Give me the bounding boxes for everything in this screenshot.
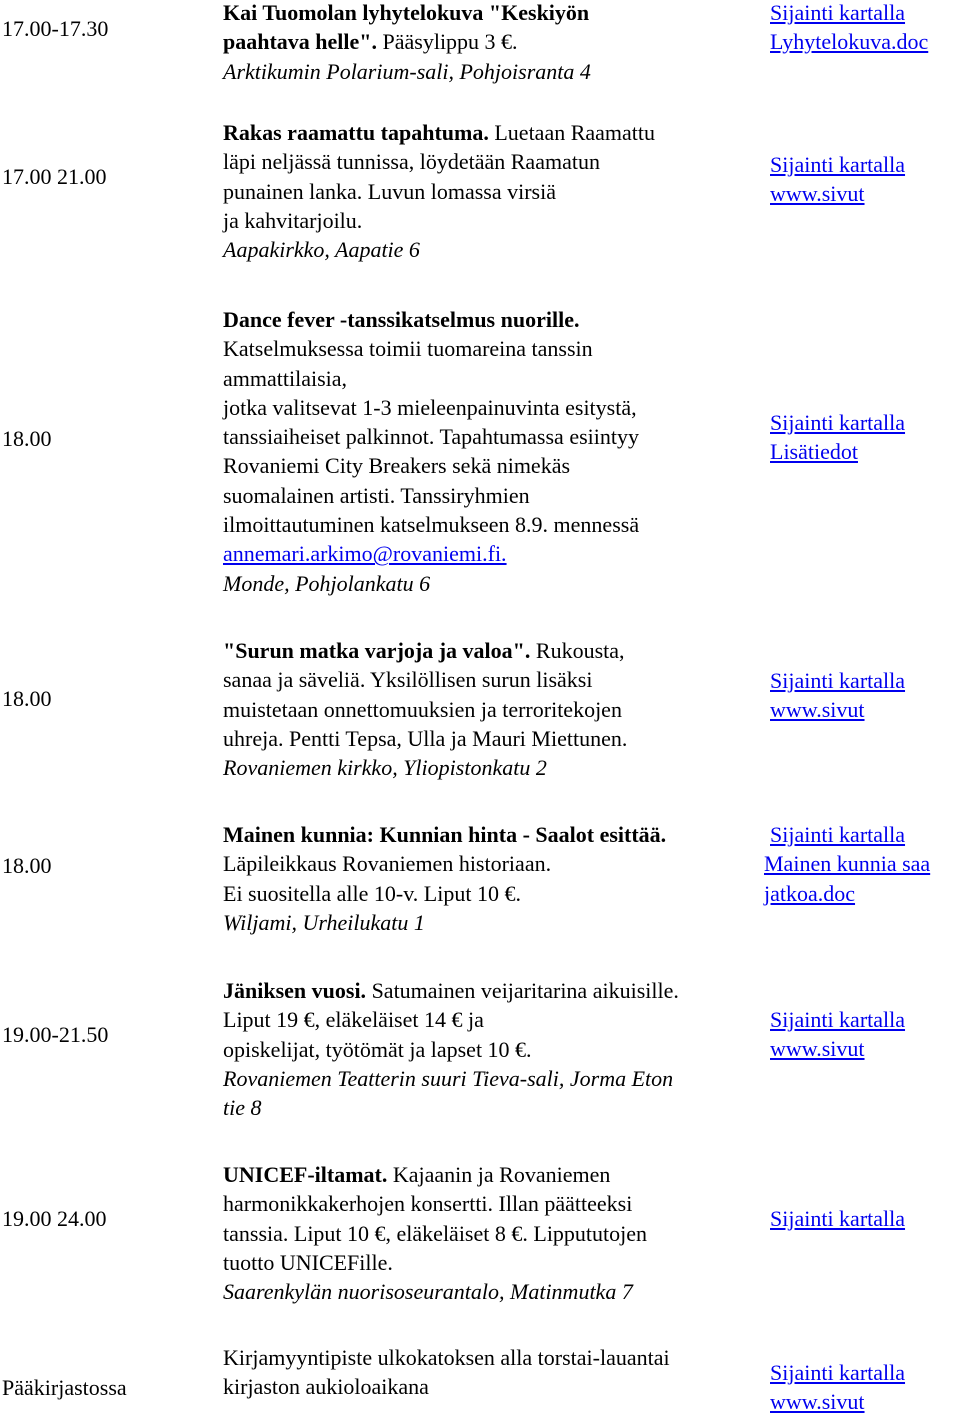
map-location-link[interactable]: Sijainti kartalla [770,1007,906,1032]
description-line [223,27,763,56]
event-title: UNICEF-iltamat. [223,1162,388,1187]
more-info-link[interactable]: Lyhytelokuva.doc [770,29,929,55]
event-links [770,1358,960,1417]
event-time: 17.00 21.00 [2,164,107,189]
description-line [223,1343,763,1372]
event-time: 18.00 [2,426,52,451]
website-link[interactable]: www.sivut [770,1036,865,1062]
description-text: uhreja. Pentti Tepsa, Ulla ja Mauri Miettunen. [223,725,628,751]
event-links [770,0,960,57]
description-text: sanaa ja säveliä. Yksilöllisen surun lisäksi [223,667,593,693]
description-line [223,976,763,1005]
event-title: "Surun matka varjoja ja valoa". [223,638,531,663]
description-line [223,422,763,451]
event-title: Jäniksen vuosi. [223,978,367,1003]
event-title: Dance fever -tanssikatselmus nuorille. [223,307,580,332]
event-location: Aapakirkko, Aapatie 6 [223,237,420,263]
event-links [770,408,960,467]
description-text: läpi neljässä tunnissa, löydetään Raamatun [223,149,600,175]
description-text: ammattilaisia, [223,365,348,391]
description-text: Rovaniemi City Breakers sekä nimekäs [223,453,571,479]
description-text: ja kahvitarjoilu. [223,207,363,233]
description-line [223,1219,763,1248]
description-line [223,334,763,363]
event-description [223,636,763,782]
map-location-link[interactable]: Sijainti kartalla [770,1206,906,1231]
description-line [223,569,763,598]
description-line [223,908,763,937]
more-info-link[interactable]: Lisätiedot [770,439,858,465]
description-text: Ei suositella alle 10-v. Liput 10 €. [223,880,521,906]
map-location-link[interactable]: Sijainti kartalla [770,668,906,693]
description-text: tanssiaiheiset palkinnot. Tapahtumassa esiintyy [223,424,639,450]
description-line [223,118,763,147]
description-line [223,177,763,206]
description-line [223,753,763,782]
event-time: 19.00 24.00 [2,1206,107,1231]
event-title: Mainen kunnia: Kunnian hinta - Saalot esittää. [223,822,667,847]
description-line [223,510,763,539]
event-description [223,0,763,86]
description-text: tanssia. Liput 10 €, eläkeläiset 8 €. Lippututojen [223,1220,648,1246]
description-line [223,57,763,86]
description-line [223,1160,763,1189]
description-text: tuotto UNICEFille. [223,1249,393,1275]
event-location: Wiljami, Urheilukatu 1 [223,909,425,935]
description-line [223,724,763,753]
email-link[interactable]: annemari.arkimo@rovaniemi.fi. [223,541,507,567]
description-line [223,1248,763,1277]
description-line [223,636,763,665]
description-line [223,665,763,694]
description-line [223,0,763,27]
description-line [223,879,763,908]
description-line [223,1005,763,1034]
event-location: Saarenkylän nuorisoseurantalo, Matinmutka 7 [223,1279,633,1305]
event-time: 18.00 [2,853,52,878]
description-line [223,820,763,849]
event-description [223,1343,763,1402]
event-links [770,1005,960,1064]
event-description [223,118,763,264]
map-location-link[interactable]: Sijainti kartalla [770,0,906,25]
description-line [223,539,763,568]
description-text: jotka valitsevat 1-3 mieleenpainuvinta esitystä, [223,394,637,420]
website-link[interactable]: www.sivut [770,1389,865,1415]
description-line [223,1035,763,1064]
more-info-link[interactable]: jatkoa.doc [764,880,856,906]
event-title: paahtava helle". [223,29,383,55]
event-links [770,1204,960,1233]
description-text: Satumainen veijaritarina aikuisille. [366,978,679,1003]
event-location: tie 8 [223,1095,262,1121]
description-text: suomalainen artisti. Tanssiryhmien [223,482,530,508]
event-location: Rovaniemen Teatterin suuri Tieva-sali, Jorma Eton [223,1065,674,1091]
description-text: Liput 19 €, eläkeläiset 14 € ja [223,1007,484,1033]
event-location: Rovaniemen kirkko, Yliopistonkatu 2 [223,755,547,781]
description-text: Luetaan Raamattu [488,120,656,145]
description-line [223,1189,763,1218]
event-title: Kai Tuomolan lyhytelokuva "Keskiyön [223,0,590,25]
description-text: opiskelijat, työtömät ja lapset 10 €. [223,1036,532,1062]
event-time: 18.00 [2,686,52,711]
description-line [223,364,763,393]
description-text: Kajaanin ja Rovaniemen [387,1162,611,1187]
description-text: muistetaan onnettomuuksien ja terroritekojen [223,696,622,722]
event-description [223,305,763,598]
event-description [223,1160,763,1306]
description-line [223,305,763,334]
event-links [770,666,960,725]
description-text: Katselmuksessa toimii tuomareina tanssin [223,336,593,362]
event-links [770,150,960,209]
description-line [223,481,763,510]
map-location-link[interactable]: Sijainti kartalla [770,152,906,177]
event-title: Rakas raamattu tapahtuma. [223,120,489,145]
description-text: Pääsylippu 3 €. [382,29,518,55]
event-time: 19.00-21.50 [2,1022,109,1047]
event-time: 17.00-17.30 [2,16,109,41]
event-description [223,976,763,1122]
event-location: Monde, Pohjolankatu 6 [223,570,431,596]
description-line [223,1064,763,1093]
description-line [223,147,763,176]
description-line [223,235,763,264]
description-line [223,1277,763,1306]
description-text: harmonikkakerhojen konsertti. Illan päätteeksi [223,1191,633,1217]
event-time: Pääkirjastossa [2,1375,127,1400]
description-text: Kirjamyyntipiste ulkokatoksen alla torstai-lauantai [223,1345,670,1370]
map-location-link[interactable]: Sijainti kartalla [770,822,906,847]
description-text: Läpileikkaus Rovaniemen historiaan. [223,851,552,877]
description-line [223,206,763,235]
website-link[interactable]: www.sivut [770,181,865,207]
event-description [223,820,763,937]
description-text: ilmoittautuminen katselmukseen 8.9. mennessä [223,512,640,538]
description-line [223,1372,763,1401]
website-link[interactable]: www.sivut [770,697,865,723]
map-location-link[interactable]: Sijainti kartalla [770,1360,906,1385]
description-text: Rukousta, [530,638,625,663]
description-line [223,695,763,724]
description-text: punainen lanka. Luvun lomassa virsiä [223,178,556,204]
description-line [223,849,763,878]
event-location: Arktikumin Polarium-sali, Pohjoisranta 4 [223,58,591,84]
description-line [223,451,763,480]
more-info-link[interactable]: Mainen kunnia saa [764,851,931,877]
description-line [223,393,763,422]
map-location-link[interactable]: Sijainti kartalla [770,410,906,435]
description-text: kirjaston aukioloaikana [223,1374,429,1400]
description-line [223,1093,763,1122]
event-links [764,820,954,908]
